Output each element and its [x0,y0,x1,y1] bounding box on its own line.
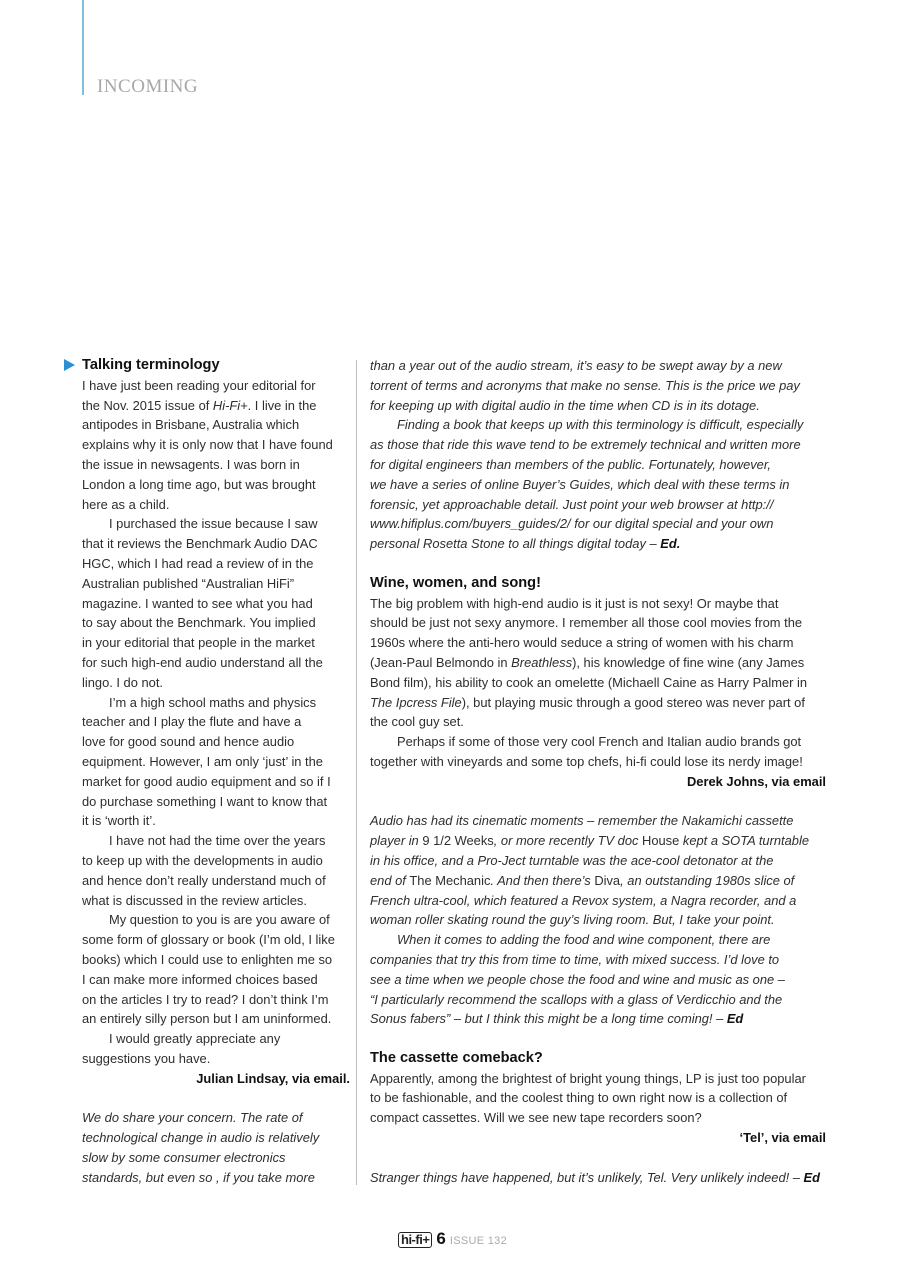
text-run: compact cassettes. Will we see new tape recorders soon? [370,1110,702,1126]
text-run: it is ‘worth it’. [82,813,156,829]
text-line [370,475,826,495]
text-line [370,534,826,554]
text-line [82,653,350,673]
section-title: INCOMING [97,76,199,97]
text-line [82,990,350,1010]
text-line [370,712,826,732]
text-line [82,396,350,416]
heading [370,1049,826,1069]
text-line [82,435,350,455]
text-line [82,712,350,732]
signature [370,1128,826,1148]
text-run: I’m a high school maths and physics [109,694,317,710]
text-run: When it comes to adding the food and wine component, there are [397,932,771,948]
text-run: books) which I could use to enlighten me so [82,951,333,967]
text-run: www.hifiplus.com/buyers_guides/2/ for our digital special and your own [370,516,774,532]
text-line [82,495,350,515]
text-run: kept a SOTA turntable [679,833,809,849]
text-line [82,415,350,435]
text-line [82,1128,350,1148]
editor-tag: Ed [726,1011,744,1027]
text-run: market for good audio equipment and so if I [82,773,331,789]
text-line [370,811,826,831]
text-line [370,950,826,970]
text-run: what is discussed in the review articles. [82,892,307,908]
text-line [370,891,826,911]
text-run: I can make more informed choices based [82,971,318,987]
text-line [370,1168,826,1188]
text-run: Finding a book that keeps up with this terminology is difficult, especially [397,417,804,433]
text-run: and hence don’t really understand much of [82,872,326,888]
text-line [370,752,826,772]
text-run: teacher and I play the flute and have a [82,714,302,730]
text-run: French ultra-cool, which featured a Revox system, a Nagra recorder, and a [370,892,797,908]
text-line [370,594,826,614]
left-column [82,356,350,1187]
text-run: The cassette comeback? [370,1049,543,1066]
text-run: House [642,833,680,849]
text-run: to say about the Benchmark. You implied [82,615,316,631]
issue-number: ISSUE 132 [449,1235,508,1247]
text-line [82,475,350,495]
text-run: player in [370,833,423,849]
text-run: explains why it is only now that I have found [82,437,333,453]
paragraph-start-line [370,415,826,435]
text-line [370,455,826,475]
text-run: torrent of terms and acronyms that make no sense. This is the price we pay [370,377,800,393]
text-run: forensic, yet approachable detail. Just point your web browser at http:// [370,496,774,512]
text-run: My question to you is are you aware of [109,912,330,928]
text-line [82,594,350,614]
text-line [82,554,350,574]
text-run: Breathless [511,654,573,670]
text-run: Talking terminology [82,357,220,373]
text-line [82,376,350,396]
text-run: . And then there’s [490,872,595,888]
text-run: The Mechanic [409,872,491,888]
text-line [82,871,350,891]
text-run: magazine. I wanted to see what you had [82,595,313,611]
text-run: see a time when we people chose the food and wine and music as one – [370,971,785,987]
text-line [370,990,826,1010]
text-line [370,1088,826,1108]
text-line [370,910,826,930]
paragraph-start-line [82,1029,350,1049]
text-run: to keep up with the developments in audio [82,852,323,868]
text-run: lingo. I do not. [82,674,163,690]
text-run: HGC, which I had read a review of in the [82,555,314,571]
text-run: ‘Tel’, via email [739,1130,826,1146]
text-run: Perhaps if some of those very cool French and Italian audio brands got [397,734,802,750]
text-run: here as a child. [82,496,170,512]
page-footer [398,1229,507,1249]
text-run: I would greatly appreciate any [109,1031,281,1047]
heading [82,356,350,376]
text-run: Apparently, among the brightest of bright young things, LP is just too popular [370,1070,806,1086]
signature [370,772,826,792]
text-run: for digital engineers than members of the public. Fortunately, however, [370,456,772,472]
text-line [82,772,350,792]
text-run: 9 1/2 Weeks [422,833,494,849]
text-run: the issue in newsagents. I was born in [82,456,300,472]
text-line [370,653,826,673]
text-line [82,1049,350,1069]
text-run: love for good sound and hence audio [82,734,295,750]
header-rule [82,0,84,95]
column-divider [356,360,357,1185]
text-line [370,356,826,376]
text-run: Wine, women, and song! [370,574,541,591]
text-line [370,851,826,871]
text-line [370,495,826,515]
text-run: , or more recently TV doc [493,833,643,849]
text-line [82,633,350,653]
right-column [370,356,826,1187]
text-line [370,1009,826,1029]
text-run: Derek Johns, via email [686,773,826,789]
signature [82,1069,350,1089]
text-run: I have not had the time over the years [109,833,326,849]
text-line [370,693,826,713]
text-run: Australian published “Australian HiFi” [82,575,295,591]
text-run: end of [370,872,410,888]
text-run: ), his knowledge of fine wine (any James [572,654,805,670]
text-line [370,871,826,891]
text-line [370,376,826,396]
text-run: for such high-end audio understand all the [82,654,323,670]
text-line [82,970,350,990]
text-run: some form of glossary or book (I’m old, I like [82,932,335,948]
blank-line [370,554,826,574]
text-run: to be fashionable, and the coolest thing to own right now is a collection of [370,1090,788,1106]
text-line [370,831,826,851]
text-run: an entirely silly person but I am uninformed. [82,1011,332,1027]
text-run: in your editorial that people in the market [82,635,315,651]
editor-tag: Ed. [660,536,681,552]
text-line [370,970,826,990]
text-run: than a year out of the audio stream, it’s easy to be swept away by a new [370,358,782,373]
arrow-icon [64,359,75,371]
text-run: Stranger things have happened, but it’s unlikely, Tel. Very unlikely indeed! – [370,1169,804,1185]
text-run: Hi-Fi+ [212,397,248,413]
text-run: personal Rosetta Stone to all things digital today – [370,536,661,552]
text-line [82,574,350,594]
text-run: in his office, and a Pro-Ject turntable was the ace-cool detonator at the [370,852,774,868]
text-run: (Jean-Paul Belmondo in [370,654,512,670]
text-run: slow by some consumer electronics [82,1149,286,1165]
text-run: the cool guy set. [370,714,464,730]
text-run: . I live in the [247,397,317,413]
text-run: Julian Lindsay, via email. [196,1070,350,1086]
text-run: companies that try this from time to time, with mixed success. I’d love to [370,951,780,967]
text-line [370,435,826,455]
text-run: suggestions you have. [82,1050,211,1066]
text-line [370,1069,826,1089]
page-number: 6 [436,1229,446,1248]
paragraph-start-line [82,831,350,851]
text-line [82,1009,350,1029]
heading [370,574,826,594]
text-line [82,613,350,633]
text-run: antipodes in Brisbane, Australia which [82,417,300,433]
text-line [82,950,350,970]
text-run: that it reviews the Benchmark Audio DAC [82,536,318,552]
blank-line [370,792,826,812]
blank-line [82,1088,350,1108]
text-run: The big problem with high-end audio is it just is not sexy! Or maybe that [370,595,779,611]
text-line [82,1148,350,1168]
text-run: ), but playing music through a good stereo was never part of [461,694,805,710]
text-run: Diva [594,872,621,888]
text-line [370,1108,826,1128]
text-run: together with vineyards and some top chefs, hi-fi could lose its nerdy image! [370,753,803,769]
text-run: I have just been reading your editorial for [82,377,316,393]
text-run: 1960s where the anti-hero would seduce a string of women with his charm [370,635,794,651]
text-line [82,930,350,950]
text-run: equipment. However, I am only ‘just’ in the [82,753,323,769]
text-line [370,633,826,653]
text-run: the Nov. 2015 issue of [82,397,213,413]
text-run: Sonus fabers” – but I think this might be a long time coming! – [370,1011,727,1027]
paragraph-start-line [370,732,826,752]
blank-line [370,1029,826,1049]
text-run: “I particularly recommend the scallops with a glass of Verdicchio and the [370,991,783,1007]
text-run: London a long time ago, but was brought [82,476,316,492]
text-run: The Ipcress File [370,694,462,710]
text-run: technological change in audio is relatively [82,1130,320,1146]
editor-tag: Ed [803,1169,821,1185]
text-run: do purchase something I want to know that [82,793,328,809]
text-run: standards, but even so , if you take more [82,1169,315,1185]
blank-line [370,1148,826,1168]
text-run: on the articles I try to read? I don’t think I’m [82,991,329,1007]
paragraph-start-line [370,930,826,950]
text-line [82,1168,350,1188]
text-line [370,514,826,534]
paragraph-start-line [82,514,350,534]
text-line [82,455,350,475]
text-run: , an outstanding 1980s slice of [620,872,795,888]
hifi-logo: hi-fi+ [398,1232,432,1248]
text-run: as those that ride this wave tend to be extremely technical and written more [370,437,801,453]
paragraph-start-line [82,910,350,930]
text-line [82,811,350,831]
text-line [370,396,826,416]
text-run: woman roller skating round the guy’s living room. But, I take your point. [370,912,775,928]
text-run: should be just not sexy anymore. I remember all those cool movies from the [370,615,803,631]
text-line [82,891,350,911]
text-line [82,732,350,752]
text-run: for keeping up with digital audio in the time when CD is in its dotage. [370,397,760,413]
text-run: we have a series of online Buyer’s Guides, which deal with these terms in [370,476,790,492]
text-line [370,673,826,693]
text-line [370,613,826,633]
text-line [82,1108,350,1128]
text-line [82,673,350,693]
text-run: Audio has had its cinematic moments – remember the Nakamichi cassette [370,813,794,829]
text-run: We do share your concern. The rate of [82,1110,303,1126]
text-run: Bond film), his ability to cook an omelette (Michaell Caine as Harry Palmer in [370,674,808,690]
text-line [82,792,350,812]
text-line [82,752,350,772]
text-line [82,534,350,554]
paragraph-start-line [82,693,350,713]
text-run: I purchased the issue because I saw [109,516,318,532]
text-line [82,851,350,871]
